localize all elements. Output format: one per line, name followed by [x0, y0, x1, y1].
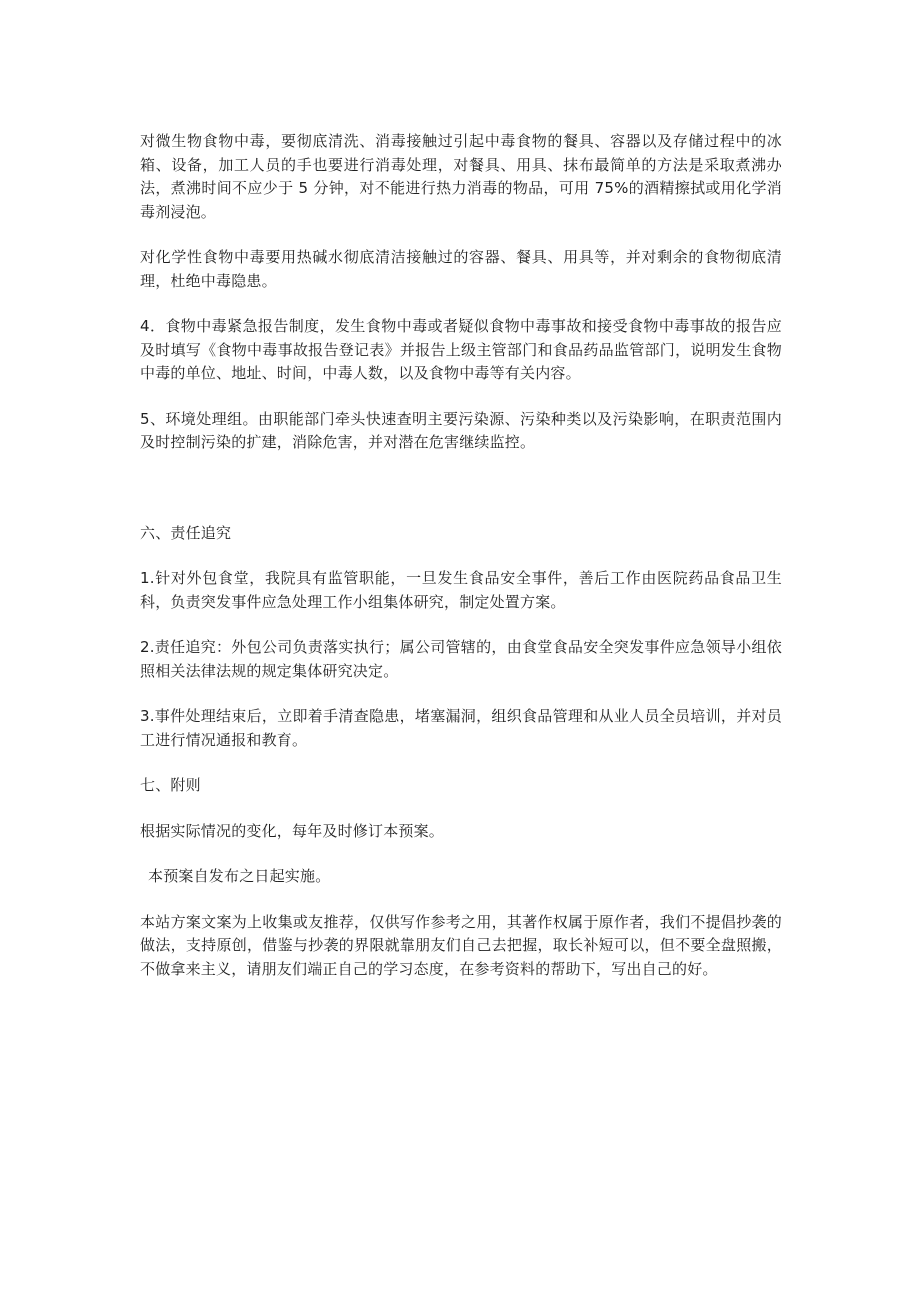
- section-6-item-2: 2.责任追究：外包公司负责落实执行；属公司管辖的，由食堂食品安全突发事件应急领导小组依照相关法律法规的规定集体研究决定。: [140, 638, 782, 680]
- section-7-heading: 七、附则: [140, 776, 201, 794]
- section-7-item-1: 根据实际情况的变化，每年及时修订本预案。: [140, 821, 445, 840]
- section-6-heading: 六、责任追究: [140, 523, 232, 542]
- section-spacer: [140, 477, 782, 522]
- disclaimer-paragraph: 本站方案文案为上收集或友推荐，仅供写作参考之用，其著作权属于原作者，我们不提倡抄袭的做法，支持原创，借鉴与抄袭的界限就靠朋友们自己去把握，取长补短可以，但不要全盘照搬，不做拿来主义，请朋友们端正自己的学习态度，在参考资料的帮助下，写出自己的好。: [140, 912, 782, 978]
- section-7-item-2: 本预案自发布之日起实施。: [148, 867, 331, 885]
- paragraph-chemical-poisoning: 对化学性食物中毒要用热碱水彻底清洁接触过的容器、餐具、用具等，并对剩余的食物彻底清理，杜绝中毒隐患。: [140, 248, 782, 290]
- document-body: [140, 130, 782, 1003]
- paragraph-reporting-system: 4．食物中毒紧急报告制度，发生食物中毒或者疑似食物中毒事故和接受食物中毒事故的报告应及时填写《食物中毒事故报告登记表》并报告上级主管部门和食品药品监管部门，说明发生食物中毒的单位、地址、时间，中毒人数，以及食物中毒等有关内容。: [140, 317, 782, 382]
- paragraph-microbial-poisoning: 对微生物食物中毒，要彻底清洗、消毒接触过引起中毒食物的餐具、容器以及存储过程中的冰箱、设备，加工人员的手也要进行消毒处理，对餐具、用具、抹布最简单的方法是采取煮沸办法，煮沸时间不应少于 5 分钟，对不能进行热力消毒的物品，可用 75%的酒精擦拭或用化学消毒剂浸泡。: [140, 132, 782, 221]
- section-6-item-3: 3.事件处理结束后，立即着手清查隐患，堵塞漏洞，组织食品管理和从业人员全员培训，并对员工进行情况通报和教育。: [140, 707, 782, 749]
- paragraph-environment-group: 5、环境处理组。由职能部门牵头快速查明主要污染源、污染种类以及污染影响，在职责范围内及时控制污染的扩建，消除危害，并对潜在危害继续监控。: [140, 409, 782, 451]
- section-6-item-1: 1.针对外包食堂，我院具有监管职能，一旦发生食品安全事件，善后工作由医院药品食品卫生科，负责突发事件应急处理工作小组集体研究，制定处置方案。: [140, 569, 782, 611]
